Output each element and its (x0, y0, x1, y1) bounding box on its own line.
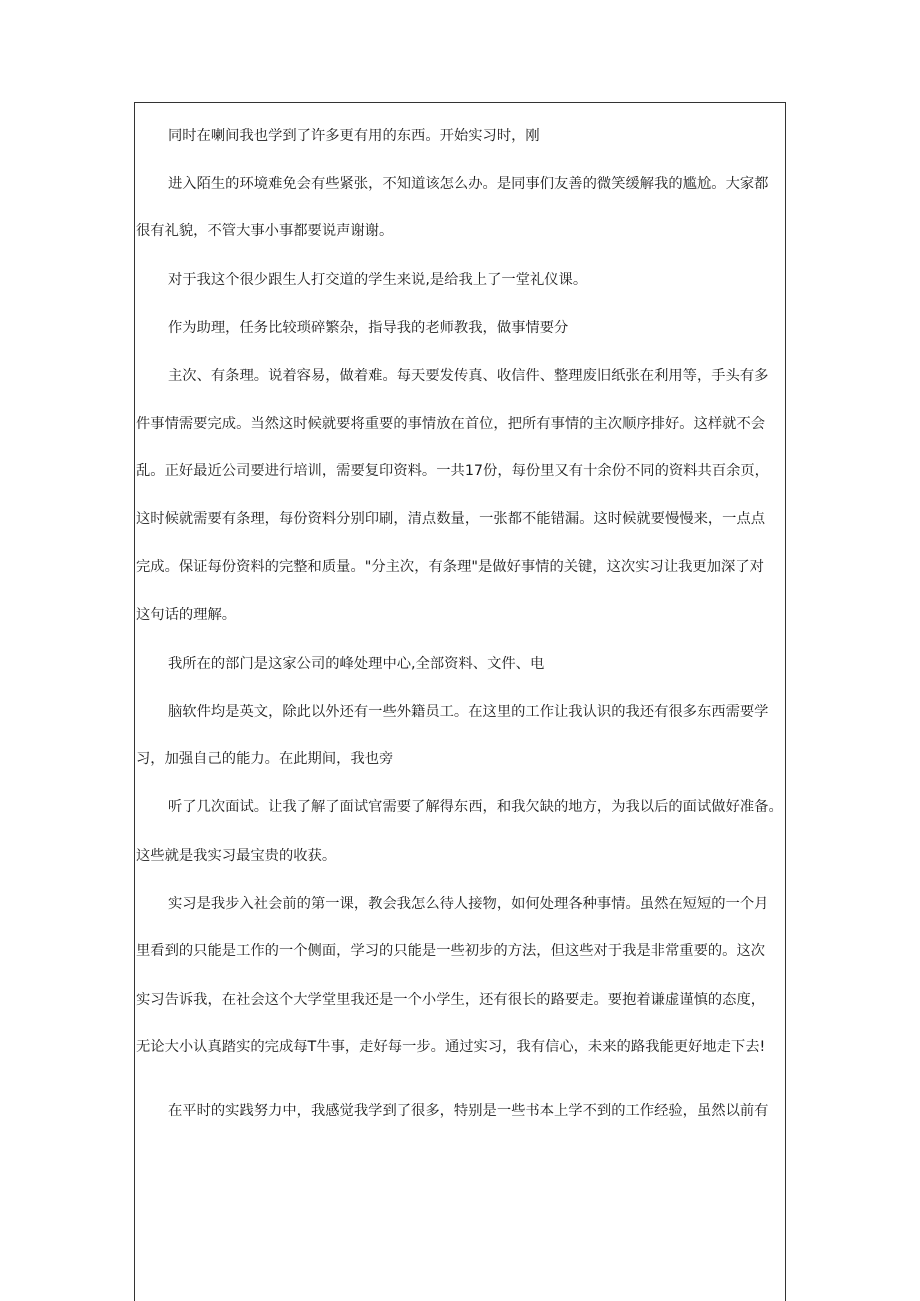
text-line: 脑软件均是英文，除此以外还有一些外籍员工。在这里的工作让我认识的我还有很多东西需要学 (168, 704, 769, 720)
text-line: 同时在喇间我也学到了许多更有用的东西。开始实习时，刚 (168, 128, 540, 144)
text-line: 乱。正好最近公司要进行培训，需要复印资料。一共17份，每份里又有十余份不同的资料共百余页， (136, 463, 769, 479)
text-line: 作为助理，任务比较琐碎繁杂，指导我的老师教我，做事情要分 (168, 320, 569, 336)
text-line: 听了几次面试。让我了解了面试官需要了解得东西，和我欠缺的地方，为我以后的面试做好准备。 (168, 799, 783, 815)
text-line: 很有礼貌，不管大事小事都要说声谢谢。 (136, 223, 394, 239)
text-line: 我所在的部门是这家公司的峰处理中心,全部资料、文件、电 (168, 656, 545, 672)
text-line: 这句话的理解。 (136, 607, 237, 623)
text-line: 这些就是我实习最宝贵的收获。 (136, 848, 337, 864)
text-line: 习，加强自己的能力。在此期间，我也旁 (136, 751, 394, 767)
text-line: 实习告诉我，在社会这个大学堂里我还是一个小学生，还有很长的路要走。要抱着谦虚谨慎的态度， (136, 992, 766, 1008)
text-line: 对于我这个很少跟生人打交道的学生来说,是给我上了一堂礼仪课。 (168, 272, 588, 288)
text-line: 进入陌生的环境难免会有些紧张，不知道该怎么办。是同事们友善的微笑缓解我的尴尬。大家都 (168, 176, 769, 192)
text-line: 里看到的只能是工作的一个侧面，学习的只能是一些初步的方法，但这些对于我是非常重要的。这次 (136, 943, 766, 959)
text-line: 这时候就需要有条理，每份资料分别印刷，清点数量，一张都不能错漏。这时候就要慢慢来，一点点 (136, 511, 766, 527)
text-line: 完成。保证每份资料的完整和质量。"分主次，有条理"是做好事情的关键，这次实习让我更加深了对 (136, 559, 764, 575)
text-line: 主次、有条理。说着容易，做着难。每天要发传真、收信件、整理废旧纸张在利用等，手头有多 (168, 368, 769, 384)
text-line: 实习是我步入社会前的第一课，教会我怎么待人接物，如何处理各种事情。虽然在短短的一个月 (168, 896, 769, 912)
text-line: 在平时的实践努力中，我感觉我学到了很多，特别是一些书本上学不到的工作经验，虽然以前有 (168, 1103, 769, 1119)
text-line: 件事情需要完成。当然这时候就要将重要的事情放在首位，把所有事情的主次顺序排好。这样就不会 (136, 416, 766, 432)
text-line: 无论大小认真踏实的完成每T牛事，走好每一步。通过实习，我有信心，未来的路我能更好地走下去! (136, 1039, 766, 1055)
